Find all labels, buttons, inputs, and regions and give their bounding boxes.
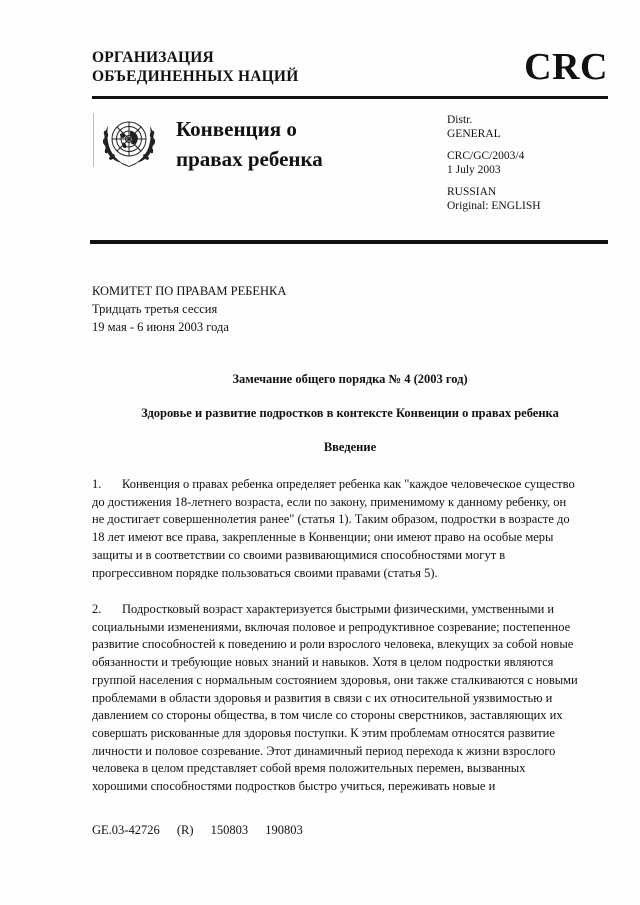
footer-date-2: 190803 bbox=[265, 823, 303, 837]
distribution-value: GENERAL bbox=[447, 127, 501, 140]
paragraph-number: 2. bbox=[92, 602, 102, 616]
document-footer bbox=[92, 822, 317, 838]
paragraph-line: совершать рискованные для здоровья поступки. К этим проблемам относятся развитие bbox=[92, 725, 555, 740]
document-date: 1 July 2003 bbox=[447, 163, 501, 176]
committee-session: Тридцать третья сессия bbox=[92, 302, 218, 316]
paragraph-line: до достижения 18-летнего возраста, если по закону, применимому к данному ребенку, он bbox=[92, 494, 567, 509]
paragraph-line: социальными изменениями, включая половое и репродуктивное созревание; постепенное bbox=[92, 619, 571, 634]
committee-name: КОМИТЕТ ПО ПРАВАМ РЕБЕНКА bbox=[92, 284, 287, 298]
paragraph-line: 18 лет имеют все права, закрепленные в Конвенции; они имеют право на особые меры bbox=[92, 530, 554, 545]
distribution-info bbox=[447, 114, 541, 141]
convention-title-line-1: Конвенция о bbox=[176, 117, 297, 141]
header-rule-top bbox=[92, 96, 608, 99]
paragraph-line: развитие способностей к поведению и роли взрослого человека, влекущих за собой новые bbox=[92, 637, 574, 652]
organization-name-line-2: ОБЪЕДИНЕННЫХ НАЦИЙ bbox=[92, 68, 299, 85]
distribution-label: Distr. bbox=[447, 114, 473, 126]
paragraph-line: прогрессивном порядке пользоваться своими правами (статья 5). bbox=[92, 565, 438, 580]
document-symbol-code: CRC/GC/2003/4 bbox=[447, 150, 525, 162]
paragraph-line bbox=[92, 601, 608, 619]
paragraph-line: проблемами в области здоровья и развития в связи с их относительной уязвимостью и bbox=[92, 690, 553, 705]
document-id-info bbox=[447, 150, 541, 177]
committee-dates: 19 мая - 6 июня 2003 года bbox=[92, 320, 229, 334]
paragraph-line: обязанности и требующие новых знаний и навыков. Хотя в целом подростки являются bbox=[92, 655, 554, 670]
un-emblem-icon bbox=[100, 112, 158, 168]
paragraph-line: личности и половое созревание. Этот динамичный период перехода к жизни взрослого bbox=[92, 743, 556, 758]
paragraph-line bbox=[92, 476, 608, 494]
paragraph-line: не достигает совершеннолетия ранее" (статья 1). Таким образом, подростки в возрасте до bbox=[92, 512, 570, 527]
job-number: GE.03-42726 bbox=[92, 823, 160, 837]
original-language: Original: ENGLISH bbox=[447, 199, 541, 212]
committee-block bbox=[92, 282, 286, 336]
document-meta bbox=[447, 114, 541, 222]
convention-title-line-2: правах ребенка bbox=[176, 147, 323, 171]
paragraph-line-text: Конвенция о правах ребенка определяет ребенка как "каждое человеческое существо bbox=[122, 477, 575, 491]
paragraph-line: защиты и в соответствии со своими развивающимися способностями могут в bbox=[92, 547, 506, 562]
paragraph-2 bbox=[92, 601, 608, 796]
header-rule-bottom bbox=[90, 240, 608, 244]
document-symbol: CRC bbox=[524, 46, 608, 88]
organization-name bbox=[92, 48, 298, 86]
paragraph-1 bbox=[92, 476, 608, 582]
convention-title bbox=[176, 114, 323, 174]
paragraph-line: хорошими способностями подростков быстро учиться, переживать новые и bbox=[92, 779, 496, 794]
language-info bbox=[447, 186, 541, 213]
paragraph-line: давлением со стороны общества, в том числе со стороны сверстников, заставляющих их bbox=[92, 708, 563, 723]
general-comment-heading: Замечание общего порядка № 4 (2003 год) bbox=[232, 372, 468, 386]
paragraph-line: человека в целом представляет собой время положительных перемен, вызванных bbox=[92, 761, 526, 776]
document-language: RUSSIAN bbox=[447, 186, 497, 198]
organization-name-line-1: ОРГАНИЗАЦИЯ bbox=[92, 49, 214, 66]
paragraph-line-text: Подростковый возраст характеризуется быстрыми физическими, умственными и bbox=[122, 602, 555, 616]
footer-date-1: 150803 bbox=[210, 823, 249, 837]
subject-heading: Здоровье и развитие подростков в контексте Конвенции о правах ребенка bbox=[141, 406, 559, 420]
paragraph-line: группой населения с нормальным состоянием здоровья, они также сталкиваются с новыми bbox=[92, 672, 578, 687]
paragraph-number: 1. bbox=[92, 477, 102, 491]
revision-mark: (R) bbox=[176, 823, 194, 837]
section-heading: Введение bbox=[323, 440, 377, 454]
emblem-divider bbox=[93, 113, 94, 167]
